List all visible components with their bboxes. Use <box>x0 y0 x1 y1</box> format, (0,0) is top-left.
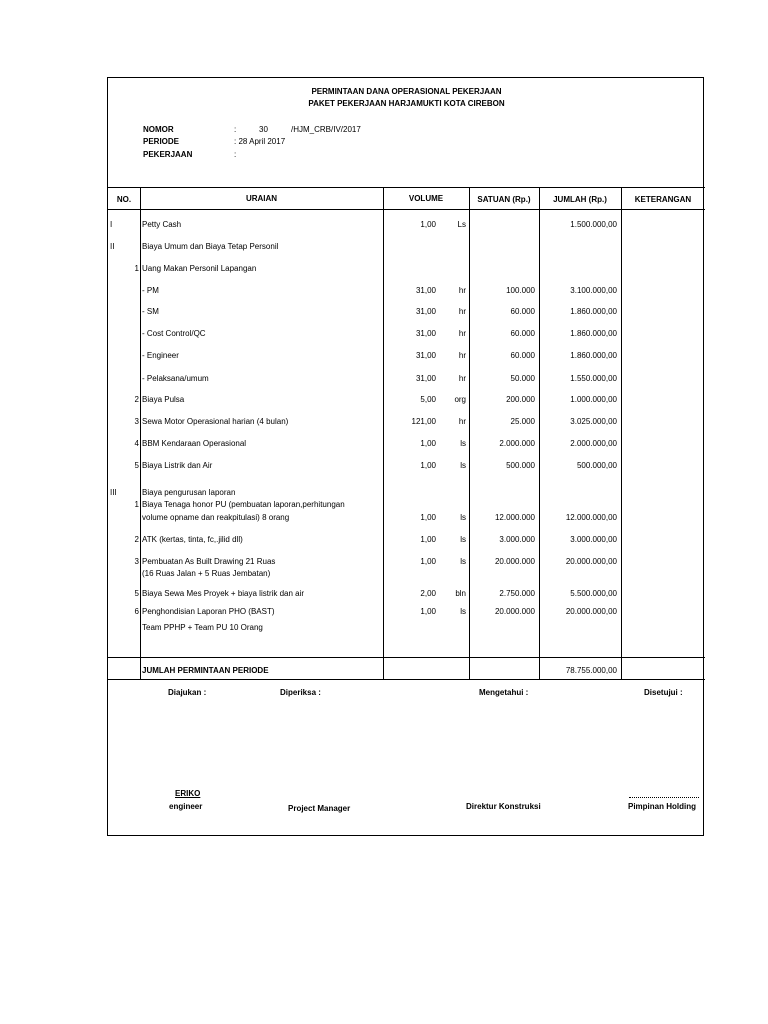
item-price: 500.000 <box>506 461 535 470</box>
item-price: 200.000 <box>506 395 535 404</box>
item-total: 3.100.000,00 <box>570 286 617 295</box>
sub-number: 5 <box>134 589 139 598</box>
item-price: 50.000 <box>510 374 535 383</box>
table-bottom-line <box>108 679 705 680</box>
item-desc-line1: Biaya Tenaga honor PU (pembuatan laporan,perhitungan <box>142 500 345 509</box>
signatory-role-engineer: engineer <box>169 802 203 811</box>
item-total: 1.860.000,00 <box>570 307 617 316</box>
signatory-role-pimpinan: Pimpinan Holding <box>628 802 696 811</box>
item-volume: 2,00 <box>420 589 436 598</box>
signatory-role-project-manager: Project Manager <box>288 804 351 813</box>
item-volume: 1,00 <box>420 557 436 566</box>
total-label: JUMLAH PERMINTAAN PERIODE <box>142 666 269 675</box>
item-desc: Biaya Pulsa <box>142 395 185 404</box>
item-unit: ls <box>460 513 466 522</box>
item-desc: - Cost Control/QC <box>142 329 206 338</box>
item-volume: 1,00 <box>420 535 436 544</box>
item-total: 1.860.000,00 <box>570 351 617 360</box>
periode-value: : 28 April 2017 <box>234 137 286 146</box>
item-desc: Uang Makan Personil Lapangan <box>142 264 257 273</box>
signature-disetujui-label: Disetujui : <box>644 688 683 697</box>
nomor-reference: /HJM_CRB/IV/2017 <box>291 125 361 134</box>
item-total: 2.000.000,00 <box>570 439 617 448</box>
item-unit: ls <box>460 461 466 470</box>
item-price: 100.000 <box>506 286 535 295</box>
item-unit: ls <box>460 439 466 448</box>
item-volume: 5,00 <box>420 395 436 404</box>
table-body-bottom-line <box>108 657 705 658</box>
nomor-number: 30 <box>259 125 268 134</box>
item-desc: Sewa Motor Operasional harian (4 bulan) <box>142 417 289 426</box>
item-desc-line1: Penghondisian Laporan PHO (BAST) <box>142 607 275 616</box>
item-unit: Ls <box>457 220 466 229</box>
item-total: 20.000.000,00 <box>565 557 617 566</box>
signatory-name: ERIKO <box>175 789 201 798</box>
item-price: 2.750.000 <box>499 589 535 598</box>
document-title: PERMINTAAN DANA OPERASIONAL PEKERJAAN <box>311 87 502 96</box>
item-unit: ls <box>460 535 466 544</box>
item-desc: - SM <box>142 307 159 316</box>
item-total: 3.000.000,00 <box>570 535 617 544</box>
col-header-satuan: SATUAN (Rp.) <box>477 195 531 204</box>
nomor-label: NOMOR <box>143 125 174 134</box>
signature-mengetahui-label: Mengetahui : <box>479 688 529 697</box>
item-price: 25.000 <box>510 417 535 426</box>
item-volume: 121,00 <box>411 417 436 426</box>
item-volume: 1,00 <box>420 461 436 470</box>
col-divider-uraian <box>383 187 384 679</box>
item-desc: Biaya Listrik dan Air <box>142 461 213 470</box>
table-header-bottom-line <box>108 209 705 210</box>
sub-number: 1 <box>134 264 139 273</box>
item-price: 20.000.000 <box>494 557 535 566</box>
item-desc: Biaya Umum dan Biaya Tetap Personil <box>142 242 279 251</box>
nomor-colon: : <box>234 125 237 134</box>
item-total: 1.550.000,00 <box>570 374 617 383</box>
item-total: 20.000.000,00 <box>565 607 617 616</box>
item-unit: ls <box>460 557 466 566</box>
item-volume: 31,00 <box>415 329 436 338</box>
item-desc: - Engineer <box>142 351 179 360</box>
col-header-uraian: URAIAN <box>245 194 278 203</box>
document-sheet <box>107 77 704 836</box>
sub-number: 2 <box>134 535 139 544</box>
item-total: 3.025.000,00 <box>570 417 617 426</box>
signature-line <box>629 797 699 798</box>
col-divider-volume <box>469 187 470 679</box>
item-volume: 1,00 <box>420 607 436 616</box>
pekerjaan-label: PEKERJAAN <box>143 150 193 159</box>
item-unit: hr <box>458 286 466 295</box>
sub-number: 4 <box>134 439 139 448</box>
item-desc: Biaya Sewa Mes Proyek + biaya listrik dan air <box>142 589 305 598</box>
sub-number: 2 <box>134 395 139 404</box>
row-number: II <box>110 242 115 251</box>
signature-diajukan-label: Diajukan : <box>168 688 207 697</box>
col-header-volume: VOLUME <box>408 194 444 203</box>
item-total: 1.000.000,00 <box>570 395 617 404</box>
item-unit: hr <box>458 417 466 426</box>
item-desc-line2: Team PPHP + Team PU 10 Orang <box>142 623 263 632</box>
item-price: 2.000.000 <box>499 439 535 448</box>
item-volume: 1,00 <box>420 513 436 522</box>
sub-number: 3 <box>134 417 139 426</box>
document-subtitle: PAKET PEKERJAAN HARJAMUKTI KOTA CIREBON <box>308 99 505 108</box>
item-volume: 31,00 <box>415 351 436 360</box>
item-total: 12.000.000,00 <box>565 513 617 522</box>
item-volume: 1,00 <box>420 220 436 229</box>
item-price: 3.000.000 <box>499 535 535 544</box>
item-price: 20.000.000 <box>494 607 535 616</box>
col-header-keterangan: KETERANGAN <box>634 195 692 204</box>
sub-number: 3 <box>134 557 139 566</box>
signature-diperiksa-label: Diperiksa : <box>280 688 321 697</box>
item-unit: org <box>454 395 466 404</box>
col-divider-jumlah <box>621 187 622 679</box>
total-value: 78.755.000,00 <box>565 666 617 675</box>
item-unit: hr <box>458 307 466 316</box>
item-desc: ATK (kertas, tinta, fc,.jilid dll) <box>142 535 243 544</box>
periode-label: PERIODE <box>143 137 180 146</box>
sub-number: 5 <box>134 461 139 470</box>
item-volume: 31,00 <box>415 307 436 316</box>
col-header-jumlah: JUMLAH (Rp.) <box>553 195 607 204</box>
col-header-no: NO. <box>116 195 132 204</box>
col-divider-no <box>140 187 141 679</box>
item-volume: 1,00 <box>420 439 436 448</box>
item-unit: hr <box>458 351 466 360</box>
item-desc-line1: Pembuatan As Built Drawing 21 Ruas <box>142 557 276 566</box>
item-unit: bln <box>455 589 466 598</box>
item-unit: hr <box>458 329 466 338</box>
row-number: I <box>110 220 113 229</box>
item-total: 5.500.000,00 <box>570 589 617 598</box>
item-desc: Petty Cash <box>142 220 182 229</box>
col-divider-satuan <box>539 187 540 679</box>
sub-number: 6 <box>134 607 139 616</box>
section-heading: Biaya pengurusan laporan <box>142 488 236 497</box>
item-desc: - PM <box>142 286 159 295</box>
item-total: 1.500.000,00 <box>570 220 617 229</box>
section-number: III <box>110 488 117 497</box>
item-volume: 31,00 <box>415 374 436 383</box>
item-desc: BBM Kendaraan Operasional <box>142 439 247 448</box>
item-total: 1.860.000,00 <box>570 329 617 338</box>
item-desc-line2: volume opname dan reakpitulasi) 8 orang <box>142 513 290 522</box>
item-price: 12.000.000 <box>494 513 535 522</box>
table-top-line <box>108 187 705 188</box>
item-desc: - Pelaksana/umum <box>142 374 209 383</box>
item-price: 60.000 <box>510 329 535 338</box>
signatory-role-direktur: Direktur Konstruksi <box>466 802 541 811</box>
item-total: 500.000,00 <box>576 461 617 470</box>
item-volume: 31,00 <box>415 286 436 295</box>
pekerjaan-colon: : <box>234 150 237 159</box>
item-unit: hr <box>458 374 466 383</box>
item-desc-line2: (16 Ruas Jalan + 5 Ruas Jembatan) <box>142 569 271 578</box>
item-price: 60.000 <box>510 351 535 360</box>
item-price: 60.000 <box>510 307 535 316</box>
item-unit: ls <box>460 607 466 616</box>
sub-number: 1 <box>134 500 139 509</box>
